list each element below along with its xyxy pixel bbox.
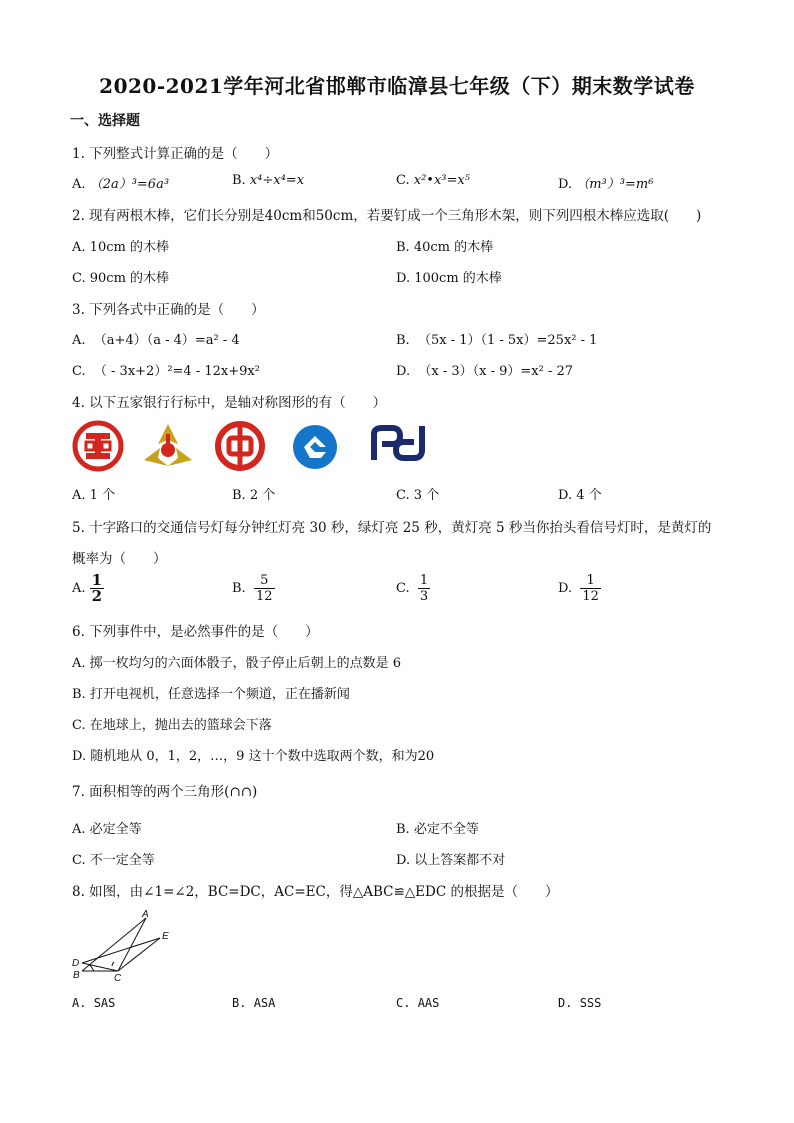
q7-option-d[interactable]: D. 以上答案都不对	[396, 853, 506, 868]
q2-option-d[interactable]: D. 100cm 的木棒	[396, 271, 502, 286]
q8-option-d[interactable]: D. SSS	[558, 996, 602, 1010]
q4-option-c[interactable]: C. 3 个	[396, 488, 440, 503]
q4-stem: 4. 以下五家银行行标中，是轴对称图形的有（ ）	[72, 395, 387, 411]
q5-stem-line1: 5. 十字路口的交通信号灯每分钟红灯亮 30 秒，绿灯亮 25 秒，黄灯亮 5 秒当你抬头看信号灯时，是黄灯的	[72, 520, 712, 536]
q6-option-c[interactable]: C. 在地球上，抛出去的篮球会下落	[72, 718, 272, 733]
q2-option-c[interactable]: C. 90cm 的木棒	[72, 271, 170, 286]
ccb-logo	[290, 422, 340, 472]
q6-option-a[interactable]: A. 掷一枚均匀的六面体骰子，骰子停止后朝上的点数是 6	[72, 656, 402, 671]
q8-stem: 8. 如图，由∠1=∠2，BC=DC，AC=EC，得△ABC≌△EDC 的根据是（ ）	[72, 884, 559, 900]
q3-option-d[interactable]: D. （x - 3）（x - 9）=x² - 27	[396, 364, 574, 379]
figure-label-a: A	[142, 909, 149, 920]
q4-option-a[interactable]: A. 1 个	[72, 488, 116, 503]
q1-option-a[interactable]: A. （2a）³=6a³	[72, 177, 170, 192]
q1-option-d[interactable]: D. （m³）³=m⁶	[558, 177, 654, 192]
q7-option-a[interactable]: A. 必定全等	[72, 822, 142, 837]
q5-option-b[interactable]: B. $\frac{5}{12}$	[232, 573, 273, 604]
q7-option-c[interactable]: C. 不一定全等	[72, 853, 155, 868]
q5-option-a[interactable]: A. $\frac{1}{2}$	[72, 571, 103, 605]
q4-option-d[interactable]: D. 4 个	[558, 488, 602, 503]
page-title: 2020-2021学年河北省邯郸市临漳县七年级（下）期末数学试卷	[99, 74, 695, 98]
q3-option-b[interactable]: B. （5x - 1）（1 - 5x）=25x² - 1	[396, 333, 598, 348]
q6-option-b[interactable]: B. 打开电视机，任意选择一个频道，正在播新闻	[72, 687, 350, 702]
q5-stem-line2: 概率为（ ）	[72, 551, 167, 567]
q3-option-a[interactable]: A. （a+4）（a - 4）=a² - 4	[72, 333, 240, 348]
section-heading: 一、选择题	[70, 113, 140, 129]
q3-stem: 3. 下列各式中正确的是（ ）	[72, 302, 265, 318]
q2-option-b[interactable]: B. 40cm 的木棒	[396, 240, 494, 255]
triangle-figure	[68, 908, 178, 984]
icbc-logo	[72, 420, 124, 472]
figure-label-d: D	[72, 958, 80, 969]
figure-label-b: B	[73, 970, 80, 981]
q5-option-c[interactable]: C. $\frac{1}{3}$	[396, 573, 429, 604]
q8-option-c[interactable]: C. AAS	[396, 996, 440, 1010]
abc-bank-logo	[140, 420, 196, 472]
spdb-logo	[370, 424, 426, 464]
q7-stem: 7. 面积相等的两个三角形(∩∩)	[72, 784, 258, 800]
q7-option-b[interactable]: B. 必定不全等	[396, 822, 479, 837]
q6-stem: 6. 下列事件中，是必然事件的是（ ）	[72, 624, 319, 640]
q4-option-b[interactable]: B. 2 个	[232, 488, 276, 503]
q8-option-a[interactable]: A. SAS	[72, 996, 116, 1010]
q3-option-c[interactable]: C. （ - 3x+2）²=4 - 12x+9x²	[72, 364, 260, 379]
figure-label-e: E	[162, 931, 169, 942]
figure-label-c: C	[114, 973, 122, 984]
q5-option-d[interactable]: D. $\frac{1}{12}$	[558, 573, 599, 604]
q2-option-a[interactable]: A. 10cm 的木棒	[72, 240, 169, 255]
q2-stem: 2. 现有两根木棒，它们长分别是40cm和50cm，若要钉成一个三角形木架，则下列四根木棒应选取( )	[72, 208, 702, 224]
bank-of-china-logo	[214, 420, 266, 472]
q8-option-b[interactable]: B. ASA	[232, 996, 276, 1010]
q1-stem: 1. 下列整式计算正确的是（ ）	[72, 146, 279, 162]
q1-option-b[interactable]: B. x⁴÷x⁴=x	[232, 173, 305, 188]
q1-option-c[interactable]: C. x²•x³=x⁵	[396, 173, 470, 188]
q6-option-d[interactable]: D. 随机地从 0，1，2，…，9 这十个数中选取两个数，和为20	[72, 749, 435, 764]
